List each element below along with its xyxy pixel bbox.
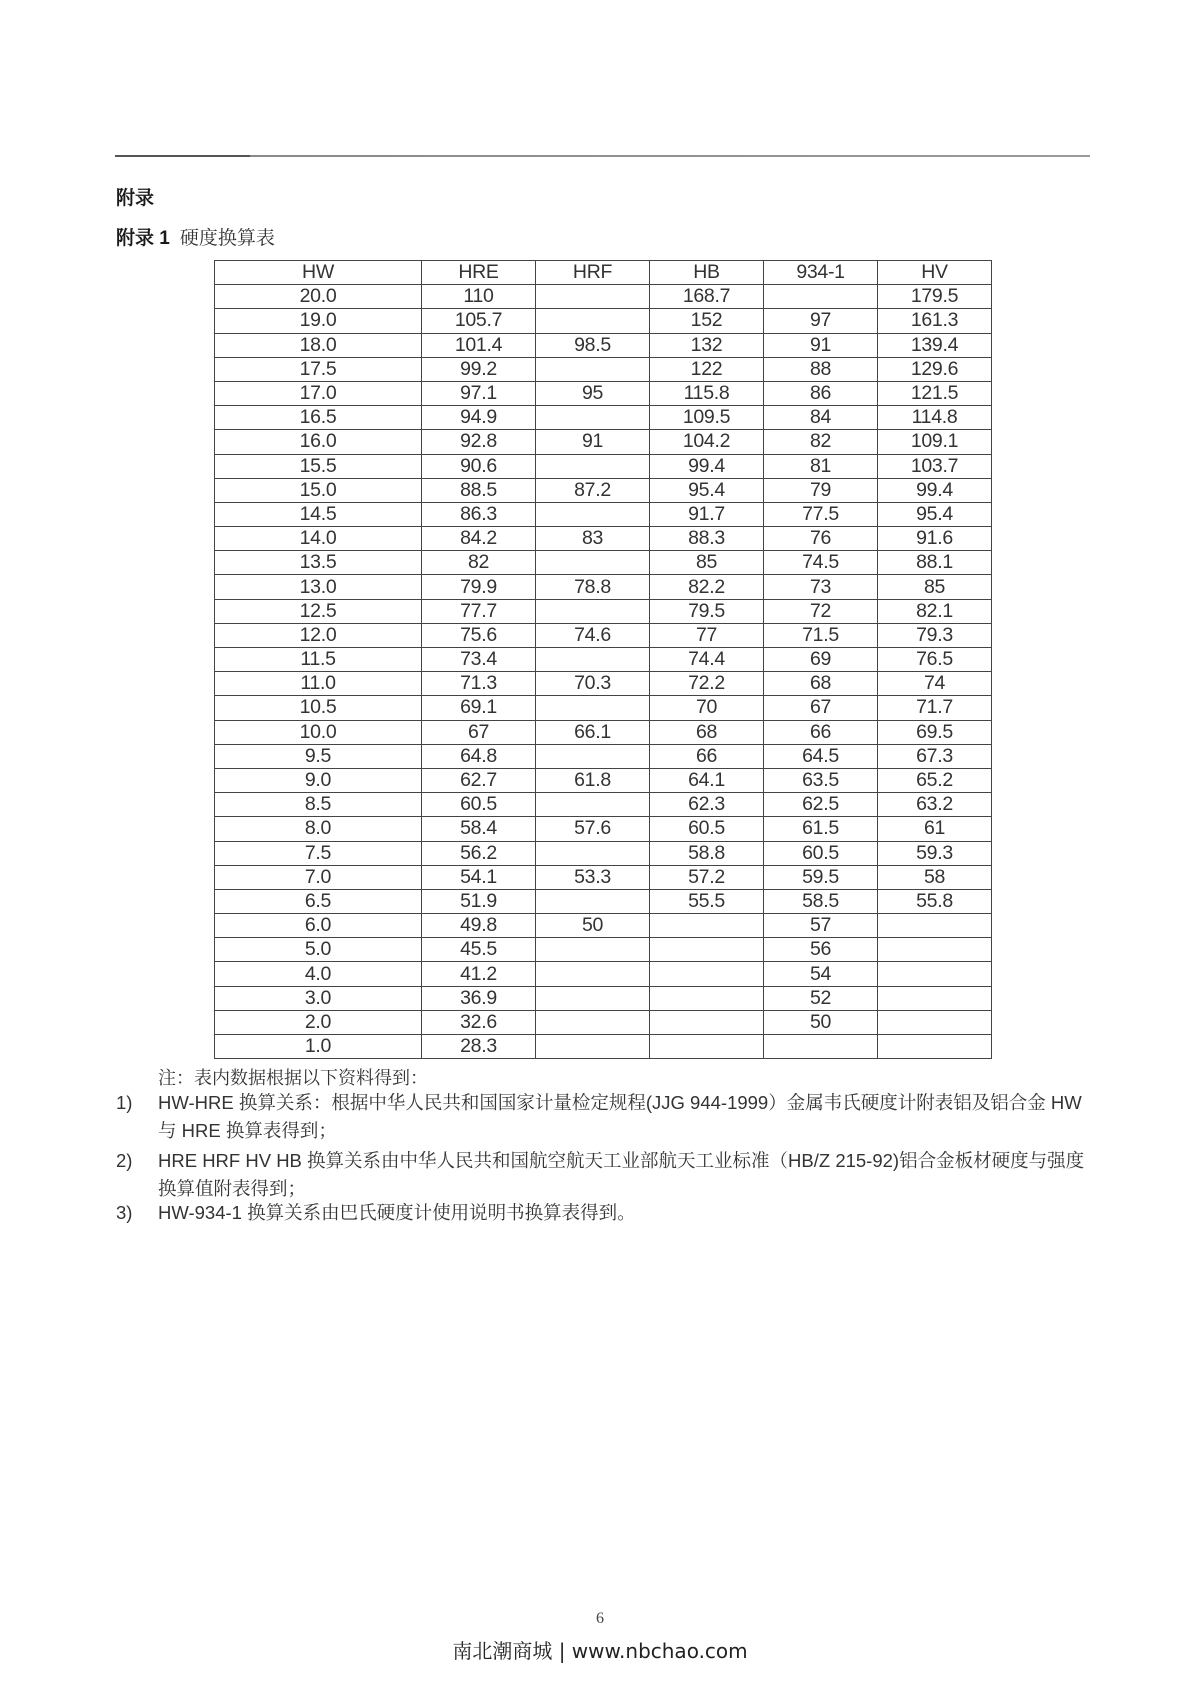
table-row xyxy=(215,454,992,478)
table-cell: 17.5 xyxy=(215,357,422,381)
table-cell: 64.5 xyxy=(764,744,878,768)
table-cell: 152 xyxy=(650,309,764,333)
table-cell xyxy=(536,696,650,720)
table-cell: 71.7 xyxy=(878,696,992,720)
table-cell: 60.5 xyxy=(422,793,536,817)
table-cell: 7.0 xyxy=(215,865,422,889)
table-body xyxy=(215,285,992,1059)
table-cell: 95 xyxy=(536,381,650,405)
table-cell: 84 xyxy=(764,406,878,430)
table-row xyxy=(215,793,992,817)
table-row xyxy=(215,986,992,1010)
table-cell: 15.5 xyxy=(215,454,422,478)
table-cell: 90.6 xyxy=(422,454,536,478)
table-cell: 7.5 xyxy=(215,841,422,865)
table-row xyxy=(215,478,992,502)
table-cell: 115.8 xyxy=(650,381,764,405)
table-cell: 91 xyxy=(536,430,650,454)
table-row xyxy=(215,672,992,696)
table-cell: 168.7 xyxy=(650,285,764,309)
table-row xyxy=(215,599,992,623)
table-row xyxy=(215,575,992,599)
table-cell: 139.4 xyxy=(878,333,992,357)
table-cell: 71.5 xyxy=(764,623,878,647)
table-cell: 66 xyxy=(764,720,878,744)
note-item-text: HW-HRE 换算关系：根据中华人民共和国国家计量检定规程(JJG 944-1999）金属韦氏硬度计附表铝及铝合金 HW 与 HRE 换算表得到； xyxy=(158,1092,1082,1141)
table-cell: 86.3 xyxy=(422,502,536,526)
table-note: 注：表内数据根据以下资料得到： xyxy=(158,1068,428,1088)
table-cell: 68 xyxy=(650,720,764,744)
table-cell: 75.6 xyxy=(422,623,536,647)
column-header: 934-1 xyxy=(764,261,878,285)
table-cell: 67 xyxy=(422,720,536,744)
table-cell: 82.1 xyxy=(878,599,992,623)
table-cell: 88.5 xyxy=(422,478,536,502)
table-cell: 74.4 xyxy=(650,648,764,672)
table-cell: 32.6 xyxy=(422,1010,536,1034)
table-cell: 161.3 xyxy=(878,309,992,333)
table-cell: 99.2 xyxy=(422,357,536,381)
note-item-text: HW-934-1 换算关系由巴氏硬度计使用说明书换算表得到。 xyxy=(158,1202,636,1223)
table-cell: 72 xyxy=(764,599,878,623)
table-cell xyxy=(764,285,878,309)
table-cell xyxy=(536,454,650,478)
table-cell: 20.0 xyxy=(215,285,422,309)
note-item-index: 1) xyxy=(116,1092,133,1113)
table-cell xyxy=(536,599,650,623)
table-cell: 54 xyxy=(764,962,878,986)
table-cell xyxy=(878,1010,992,1034)
table-cell: 61 xyxy=(878,817,992,841)
table-cell: 82 xyxy=(422,551,536,575)
column-header: HW xyxy=(215,261,422,285)
header-rule xyxy=(115,155,1090,157)
column-header: HV xyxy=(878,261,992,285)
table-cell: 59.5 xyxy=(764,865,878,889)
table-cell: 67.3 xyxy=(878,744,992,768)
table-cell xyxy=(878,914,992,938)
table-cell xyxy=(536,889,650,913)
table-cell xyxy=(536,986,650,1010)
table-cell: 68 xyxy=(764,672,878,696)
table-cell: 74.6 xyxy=(536,623,650,647)
table-cell: 97 xyxy=(764,309,878,333)
table-cell: 50 xyxy=(536,914,650,938)
table-cell: 91 xyxy=(764,333,878,357)
table-cell: 12.0 xyxy=(215,623,422,647)
table-cell: 61.5 xyxy=(764,817,878,841)
table-cell xyxy=(536,648,650,672)
table-cell xyxy=(764,1035,878,1059)
table-cell: 41.2 xyxy=(422,962,536,986)
table-cell: 56 xyxy=(764,938,878,962)
column-header: HRE xyxy=(422,261,536,285)
table-cell: 103.7 xyxy=(878,454,992,478)
table-row xyxy=(215,1010,992,1034)
table-cell: 95.4 xyxy=(650,478,764,502)
table-cell: 62.5 xyxy=(764,793,878,817)
table-row xyxy=(215,962,992,986)
table-cell xyxy=(650,1035,764,1059)
table-cell: 114.8 xyxy=(878,406,992,430)
table-row xyxy=(215,817,992,841)
table-cell: 51.9 xyxy=(422,889,536,913)
footer-brand: 南北潮商城 | www.nbchao.com xyxy=(452,1639,748,1663)
table-cell: 92.8 xyxy=(422,430,536,454)
table-cell: 84.2 xyxy=(422,527,536,551)
table-cell: 76.5 xyxy=(878,648,992,672)
table-cell: 87.2 xyxy=(536,478,650,502)
table-cell xyxy=(878,986,992,1010)
table-cell: 57.2 xyxy=(650,865,764,889)
table-cell: 15.0 xyxy=(215,478,422,502)
table-cell: 104.2 xyxy=(650,430,764,454)
table-row xyxy=(215,648,992,672)
table-cell: 28.3 xyxy=(422,1035,536,1059)
table-row xyxy=(215,865,992,889)
table-cell: 97.1 xyxy=(422,381,536,405)
table-cell: 72.2 xyxy=(650,672,764,696)
table-cell: 67 xyxy=(764,696,878,720)
table-cell: 36.9 xyxy=(422,986,536,1010)
table-cell: 60.5 xyxy=(764,841,878,865)
subsection-number: 附录 1 xyxy=(116,228,170,249)
table-cell: 85 xyxy=(878,575,992,599)
table-cell: 9.5 xyxy=(215,744,422,768)
table-cell: 10.5 xyxy=(215,696,422,720)
table-cell: 17.0 xyxy=(215,381,422,405)
table-row xyxy=(215,551,992,575)
table-cell: 74 xyxy=(878,672,992,696)
table-cell: 1.0 xyxy=(215,1035,422,1059)
column-header: HB xyxy=(650,261,764,285)
table-cell: 82 xyxy=(764,430,878,454)
table-cell: 6.0 xyxy=(215,914,422,938)
table-cell: 91.6 xyxy=(878,527,992,551)
table-cell xyxy=(878,1035,992,1059)
column-header: HRF xyxy=(536,261,650,285)
table-cell: 62.7 xyxy=(422,768,536,792)
table-cell xyxy=(650,962,764,986)
table-cell: 70.3 xyxy=(536,672,650,696)
table-cell xyxy=(536,744,650,768)
table-cell: 16.0 xyxy=(215,430,422,454)
table-cell: 62.3 xyxy=(650,793,764,817)
table-header-row xyxy=(215,261,992,285)
table-row xyxy=(215,1035,992,1059)
table-cell: 54.1 xyxy=(422,865,536,889)
note-item xyxy=(116,1147,1096,1203)
table-row xyxy=(215,406,992,430)
table-cell: 6.5 xyxy=(215,889,422,913)
table-cell: 70 xyxy=(650,696,764,720)
table-row xyxy=(215,381,992,405)
table-cell: 99.4 xyxy=(650,454,764,478)
table-cell: 73.4 xyxy=(422,648,536,672)
table-cell: 78.8 xyxy=(536,575,650,599)
table-cell: 109.1 xyxy=(878,430,992,454)
table-cell: 12.5 xyxy=(215,599,422,623)
table-cell xyxy=(536,285,650,309)
table-cell: 73 xyxy=(764,575,878,599)
table-cell xyxy=(536,938,650,962)
note-item-index: 2) xyxy=(116,1150,133,1171)
table-cell: 8.5 xyxy=(215,793,422,817)
table-cell: 85 xyxy=(650,551,764,575)
section-title: 附录 xyxy=(116,188,155,209)
table-cell: 58.4 xyxy=(422,817,536,841)
table-cell: 132 xyxy=(650,333,764,357)
table-cell: 122 xyxy=(650,357,764,381)
table-row xyxy=(215,623,992,647)
table-cell: 69 xyxy=(764,648,878,672)
table-row xyxy=(215,333,992,357)
table-cell: 9.0 xyxy=(215,768,422,792)
table-row xyxy=(215,309,992,333)
table-cell xyxy=(536,1010,650,1034)
table-cell: 11.0 xyxy=(215,672,422,696)
note-item-text: HRE HRF HV HB 换算关系由中华人民共和国航空航天工业部航天工业标准（HB/Z 215-92)铝合金板材硬度与强度换算值附表得到； xyxy=(158,1150,1085,1199)
table-cell: 56.2 xyxy=(422,841,536,865)
hardness-conversion-table xyxy=(214,260,992,1059)
table-cell: 76 xyxy=(764,527,878,551)
note-item xyxy=(116,1089,1096,1145)
table-row xyxy=(215,285,992,309)
page-number: 6 xyxy=(596,1610,604,1627)
note-item xyxy=(116,1199,1096,1227)
table-cell: 13.0 xyxy=(215,575,422,599)
table-cell: 3.0 xyxy=(215,986,422,1010)
table-cell: 16.5 xyxy=(215,406,422,430)
table-cell: 129.6 xyxy=(878,357,992,381)
table-cell: 71.3 xyxy=(422,672,536,696)
table-cell: 86 xyxy=(764,381,878,405)
table-cell: 79 xyxy=(764,478,878,502)
table-cell: 61.8 xyxy=(536,768,650,792)
table-cell: 82.2 xyxy=(650,575,764,599)
table-cell: 64.1 xyxy=(650,768,764,792)
table-cell: 79.3 xyxy=(878,623,992,647)
table-row xyxy=(215,938,992,962)
table-cell: 77 xyxy=(650,623,764,647)
table-cell: 121.5 xyxy=(878,381,992,405)
table-cell: 60.5 xyxy=(650,817,764,841)
subsection-title: 硬度换算表 xyxy=(179,228,275,249)
table-row xyxy=(215,889,992,913)
table-cell xyxy=(536,357,650,381)
table-cell: 105.7 xyxy=(422,309,536,333)
table-cell: 179.5 xyxy=(878,285,992,309)
table-cell: 59.3 xyxy=(878,841,992,865)
table-cell: 53.3 xyxy=(536,865,650,889)
table-cell: 58.8 xyxy=(650,841,764,865)
table-cell: 74.5 xyxy=(764,551,878,575)
table-cell xyxy=(536,841,650,865)
table-cell: 8.0 xyxy=(215,817,422,841)
table-cell: 79.5 xyxy=(650,599,764,623)
table-cell: 55.5 xyxy=(650,889,764,913)
table-cell xyxy=(536,1035,650,1059)
table-cell xyxy=(650,1010,764,1034)
table-cell: 18.0 xyxy=(215,333,422,357)
note-item-index: 3) xyxy=(116,1202,133,1223)
table-row xyxy=(215,430,992,454)
table-row xyxy=(215,502,992,526)
table-cell: 110 xyxy=(422,285,536,309)
table-cell xyxy=(878,938,992,962)
table-cell: 4.0 xyxy=(215,962,422,986)
table-cell: 14.5 xyxy=(215,502,422,526)
table-row xyxy=(215,720,992,744)
table-cell: 45.5 xyxy=(422,938,536,962)
table-row xyxy=(215,696,992,720)
table-cell xyxy=(536,793,650,817)
subsection-heading xyxy=(116,223,275,250)
table-cell: 63.5 xyxy=(764,768,878,792)
table-row xyxy=(215,744,992,768)
table-cell: 5.0 xyxy=(215,938,422,962)
table-cell: 88.3 xyxy=(650,527,764,551)
table-cell: 52 xyxy=(764,986,878,1010)
table-cell: 77.7 xyxy=(422,599,536,623)
table-cell: 58 xyxy=(878,865,992,889)
table-cell: 55.8 xyxy=(878,889,992,913)
table-cell: 83 xyxy=(536,527,650,551)
table-cell: 69.5 xyxy=(878,720,992,744)
table-cell xyxy=(536,502,650,526)
table-cell: 49.8 xyxy=(422,914,536,938)
table-cell: 66 xyxy=(650,744,764,768)
table-cell xyxy=(650,914,764,938)
table-cell: 101.4 xyxy=(422,333,536,357)
table-cell xyxy=(878,962,992,986)
table-row xyxy=(215,768,992,792)
table-cell: 57.6 xyxy=(536,817,650,841)
table-row xyxy=(215,527,992,551)
table-cell: 11.5 xyxy=(215,648,422,672)
table-cell: 88.1 xyxy=(878,551,992,575)
table-cell xyxy=(536,551,650,575)
table-cell: 50 xyxy=(764,1010,878,1034)
table-cell: 95.4 xyxy=(878,502,992,526)
table-cell: 109.5 xyxy=(650,406,764,430)
table-cell: 69.1 xyxy=(422,696,536,720)
table-cell: 19.0 xyxy=(215,309,422,333)
table-cell xyxy=(536,309,650,333)
table-cell: 99.4 xyxy=(878,478,992,502)
table-cell: 10.0 xyxy=(215,720,422,744)
table-cell: 57 xyxy=(764,914,878,938)
table-cell: 79.9 xyxy=(422,575,536,599)
table-cell: 91.7 xyxy=(650,502,764,526)
table-cell: 66.1 xyxy=(536,720,650,744)
table-cell: 14.0 xyxy=(215,527,422,551)
table-cell: 81 xyxy=(764,454,878,478)
table-cell: 64.8 xyxy=(422,744,536,768)
table-cell: 88 xyxy=(764,357,878,381)
table-cell: 98.5 xyxy=(536,333,650,357)
table-cell xyxy=(536,962,650,986)
table-cell: 58.5 xyxy=(764,889,878,913)
table-cell: 13.5 xyxy=(215,551,422,575)
table-cell xyxy=(650,986,764,1010)
table-cell xyxy=(536,406,650,430)
table-row xyxy=(215,841,992,865)
table-cell: 65.2 xyxy=(878,768,992,792)
table-cell: 77.5 xyxy=(764,502,878,526)
table-cell: 63.2 xyxy=(878,793,992,817)
table-cell xyxy=(650,938,764,962)
table-cell: 94.9 xyxy=(422,406,536,430)
table-row xyxy=(215,357,992,381)
table-row xyxy=(215,914,992,938)
table-cell: 2.0 xyxy=(215,1010,422,1034)
